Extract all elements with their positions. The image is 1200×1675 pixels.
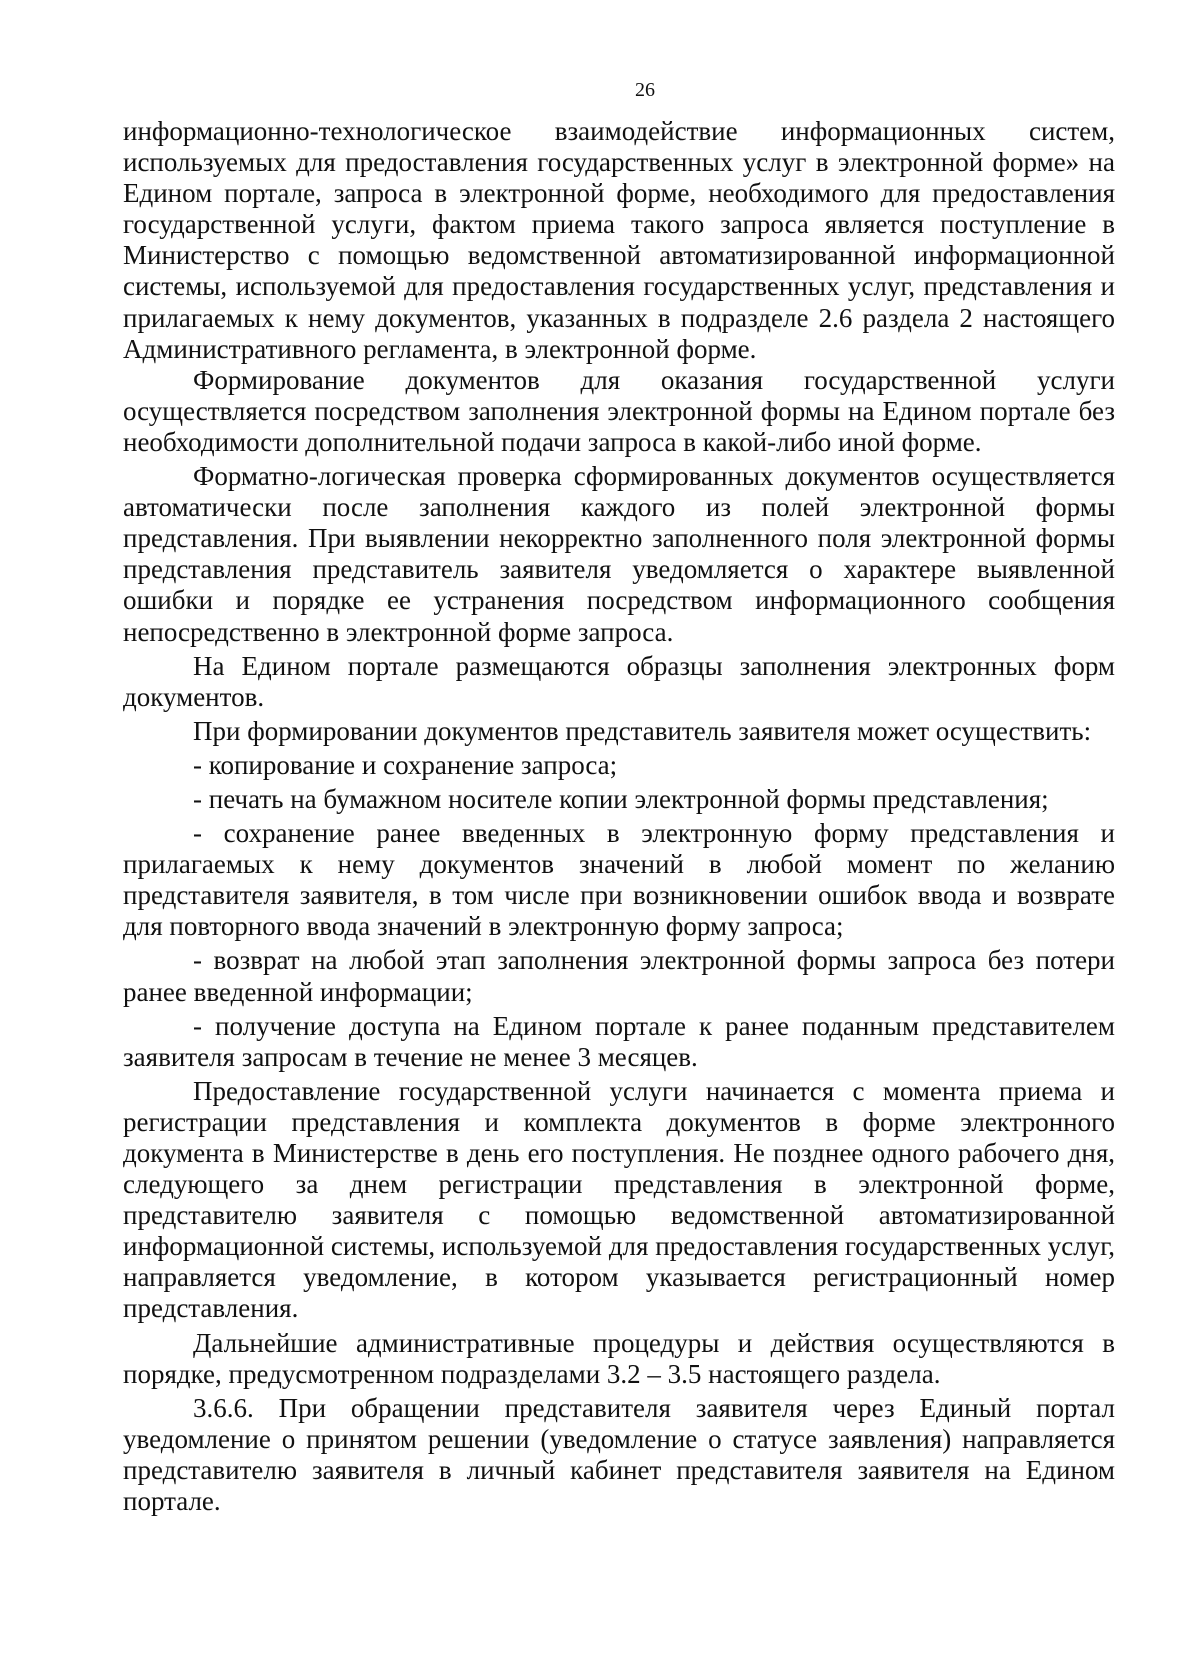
list-item-save-values: - сохранение ранее введенных в электронную форму представления и прилагаемых к нему документов значений в любой момент по желанию представителя заявителя, в том числе при возникновении ошибок ввода и возврате для повторного ввода значений в электронную форму запроса; bbox=[123, 818, 1115, 942]
list-item-return-step: - возврат на любой этап заполнения электронной формы запроса без потери ранее введенной информации; bbox=[123, 945, 1115, 1007]
paragraph-3-6-6: 3.6.6. При обращении представителя заявителя через Единый портал уведомление о принятом решении (уведомление о статусе заявления) направляется представителю заявителя в личный кабинет представителя заявителя на Едином портале. bbox=[123, 1392, 1115, 1517]
paragraph-options-intro: При формировании документов представитель заявителя может осуществить: bbox=[193, 715, 1092, 746]
paragraph-document-formation: Формирование документов для оказания государственной услуги осуществляется посредством заполнения электронной формы на Едином портале без необходимости дополнительной подачи запроса в какой-либо иной форме. bbox=[123, 364, 1115, 457]
list-item-print: - печать на бумажном носителе копии электронной формы представления; bbox=[193, 783, 1049, 814]
paragraph-further-procedures: Дальнейшие административные процедуры и действия осуществляются в порядке, предусмотренном подразделами 3.2 – 3.5 настоящего раздела. bbox=[123, 1327, 1115, 1389]
paragraph-samples: На Едином портале размещаются образцы заполнения электронных форм документов. bbox=[123, 650, 1115, 712]
list-item-access-requests: - получение доступа на Едином портале к ранее поданным представителем заявителя запросам в течение не менее 3 месяцев. bbox=[123, 1010, 1115, 1072]
document-body bbox=[123, 116, 1115, 1517]
page-number: 26 bbox=[635, 79, 655, 101]
paragraph-format-check: Форматно-логическая проверка сформированных документов осуществляется автоматически после заполнения каждого из полей электронной формы представления. При выявлении некорректно заполненного поля электронной формы представления представитель заявителя уведомляется о характере выявленной ошибки и порядке ее устранения посредством информационного сообщения непосредственно в электронной форме запроса. bbox=[123, 461, 1115, 647]
list-item-copy-save: - копирование и сохранение запроса; bbox=[193, 749, 618, 780]
paragraph-continuation: информационно-технологическое взаимодействие информационных систем, используемых для предоставления государственных услуг в электронной форме» на Едином портале, запроса в электронной форме, необходимого для предоставления государственной услуги, фактом приема такого запроса является поступление в Министерство с помощью ведомственной автоматизированной информационной системы, используемой для предоставления государственных услуг, представления и прилагаемых к нему документов, указанных в подразделе 2.6 раздела 2 настоящего Административного регламента, в электронной форме. bbox=[123, 116, 1115, 364]
paragraph-service-start: Предоставление государственной услуги начинается с момента приема и регистрации представления и комплекта документов в форме электронного документа в Министерстве в день его поступления. Не позднее одного рабочего дня, следующего за днем регистрации представления в электронной форме, представителю заявителя с помощью ведомственной автоматизированной информационной системы, используемой для предоставления государственных услуг, направляется уведомление, в котором указывается регистрационный номер представления. bbox=[123, 1075, 1115, 1324]
